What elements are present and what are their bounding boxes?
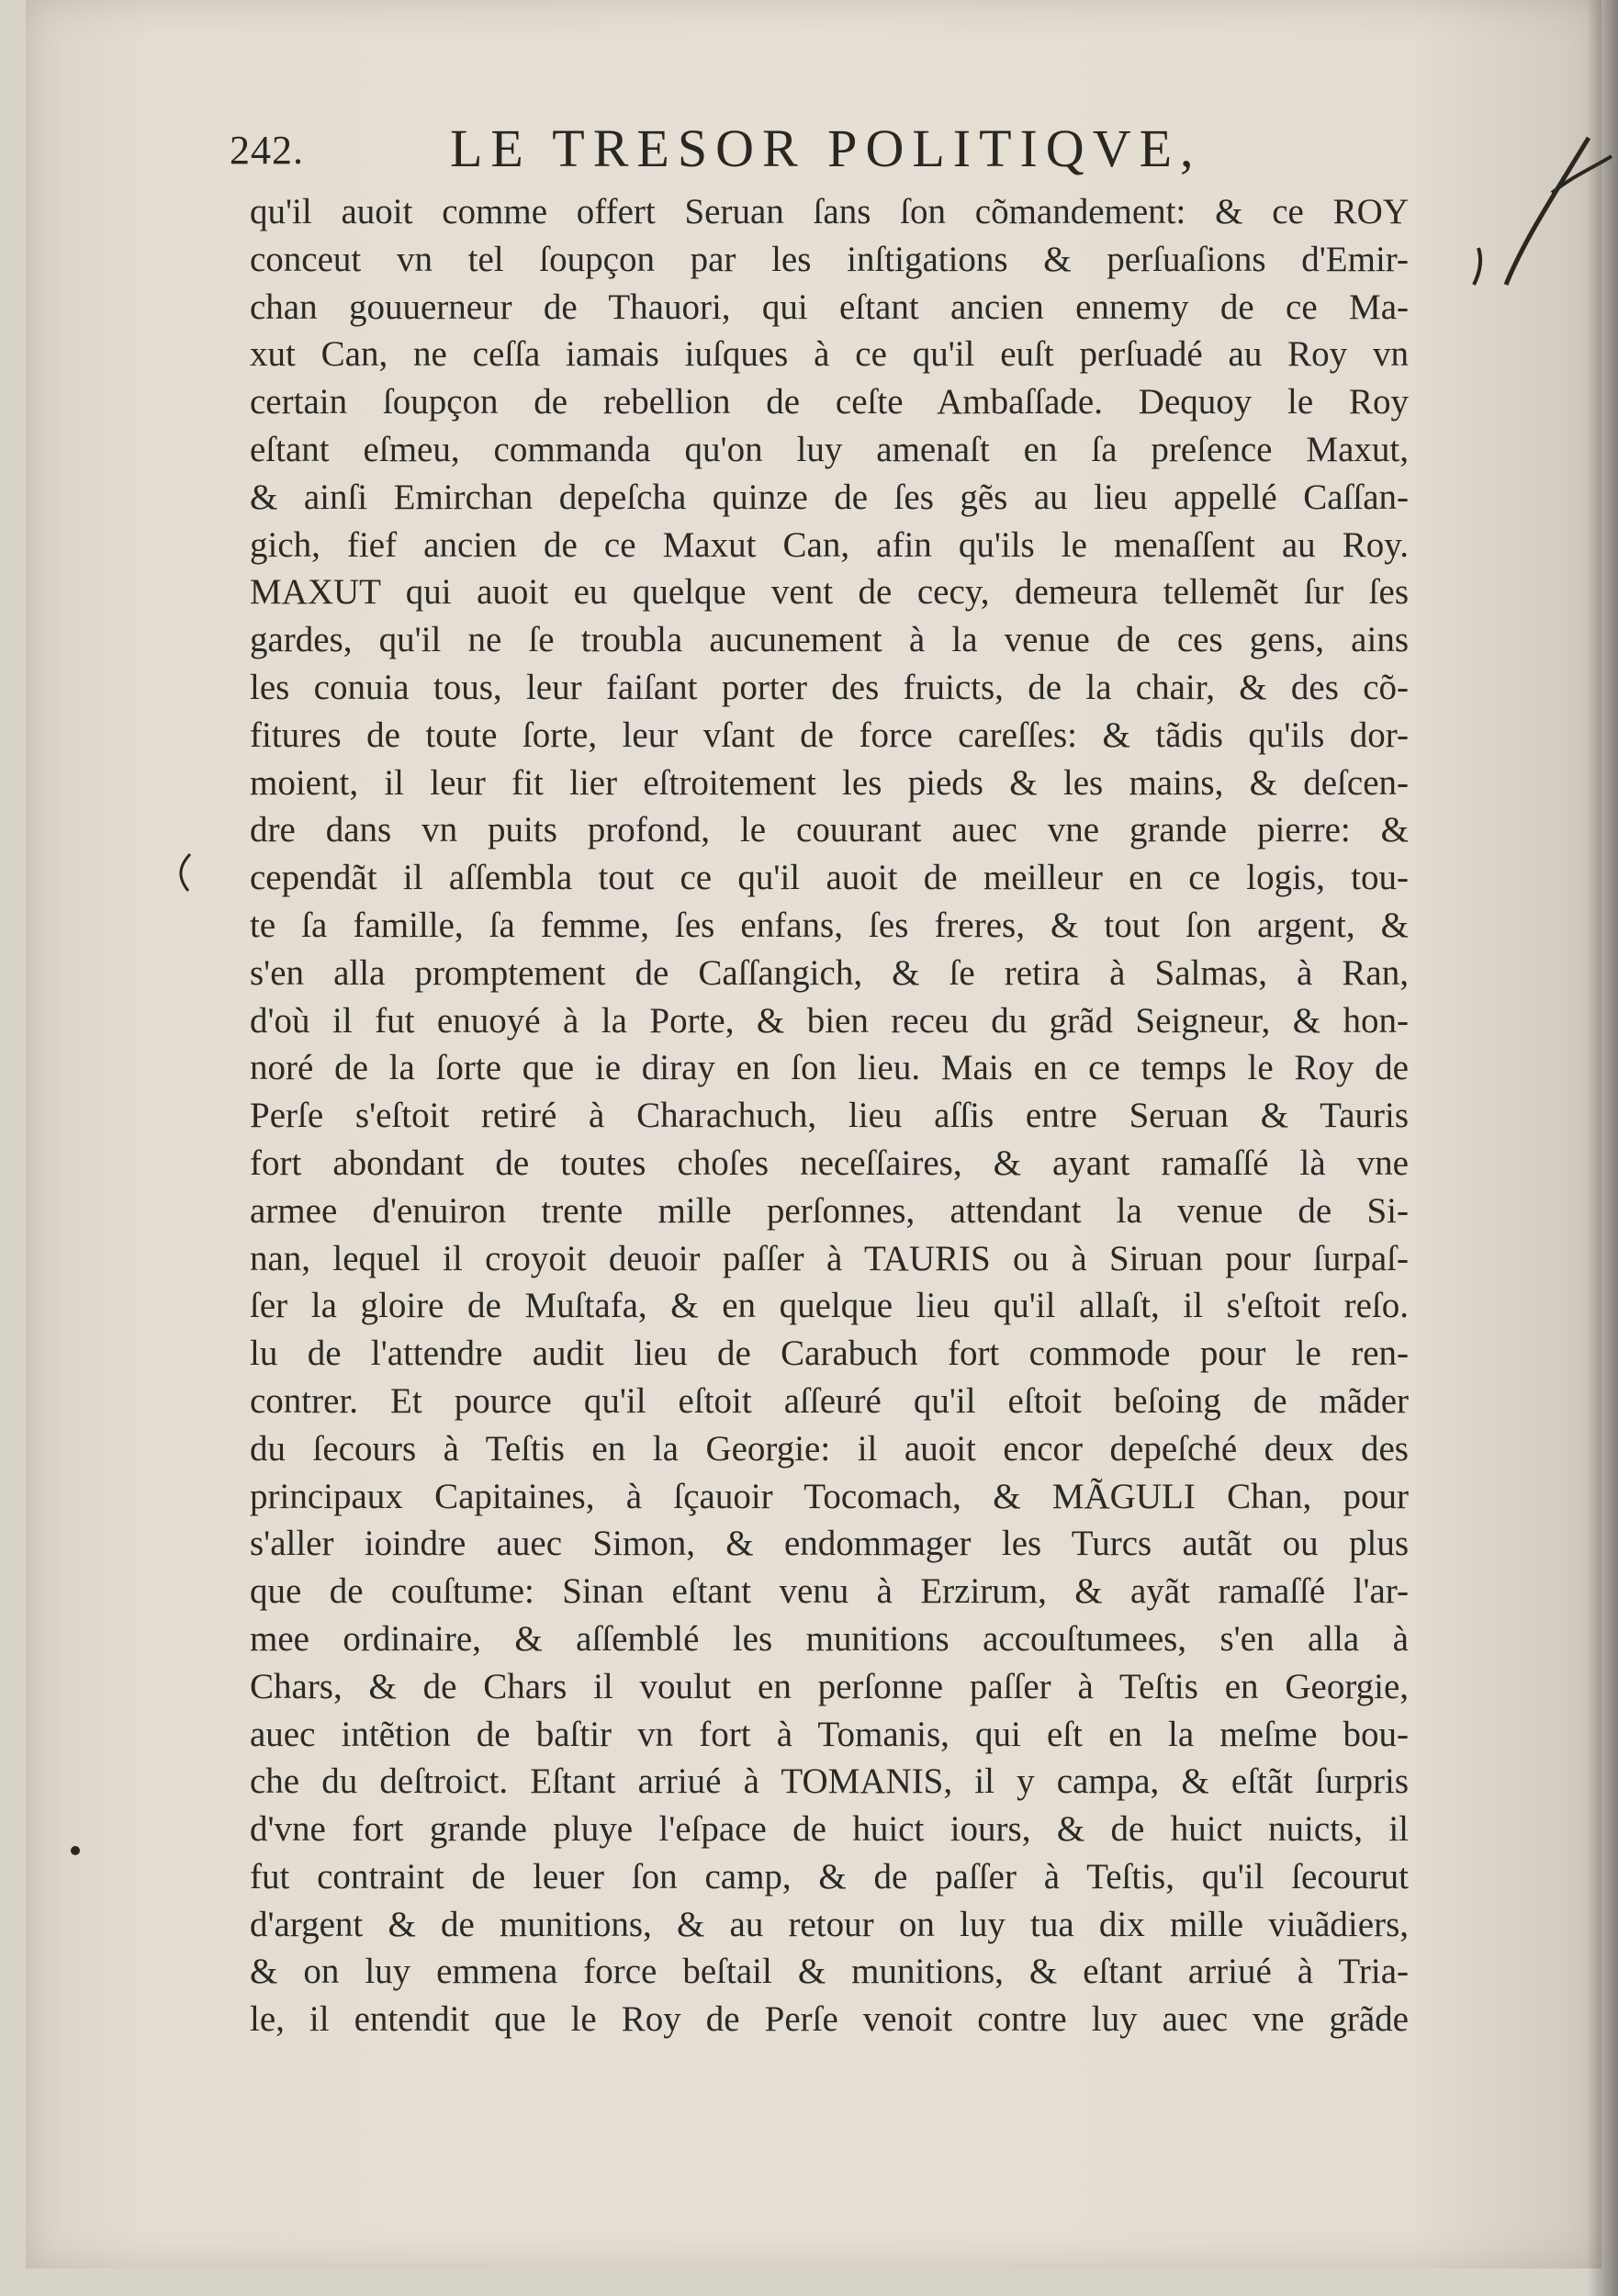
text-line: lu de l'attendre audit lieu de Carabuch fort commode pour le ren- [250,1334,1409,1374]
text-line: d'où il fut enuoyé à la Porte, & bien receu du grãd Seigneur, & hon- [250,1000,1409,1041]
text-line: les conuia tous, leur faiſant porter des fruicts, de la chair, & des cõ- [250,667,1409,707]
text-line: MAXUT qui auoit eu quelque vent de cecy, demeura tellemẽt ſur ſes [250,572,1409,613]
text-line: fut contraint de leuer ſon camp, & de paſſer à Teſtis, qu'il ſecourut [250,1856,1409,1896]
text-line: chan gouuerneur de Thauori, qui eſtant ancien ennemy de ce Ma- [250,287,1409,327]
text-line: noré de la ſorte que ie diray en ſon lieu. Mais en ce temps le Roy de [250,1048,1409,1088]
text-line: moient, il leur fit lier eſtroitement les pieds & les mains, & deſcen- [250,762,1409,803]
text-line: qu'il auoit comme offert Seruan ſans ſon cõmandement: & ce ROY [250,192,1409,231]
text-line: s'aller ioindre auec Simon, & endommager les Turcs autãt ou plus [250,1524,1409,1564]
text-line: d'argent & de munitions, & au retour on luy tua dix mille viuãdiers, [250,1904,1409,1944]
text-line: & ainſi Emirchan depeſcha quinze de ſes gẽs au lieu appellé Caſſan- [250,477,1409,517]
page-header [230,118,1377,182]
running-title: LE TRESOR POLITIQVE, [450,118,1202,178]
text-line: cependãt il aſſembla tout ce qu'il auoit de meilleur en ce logis, tou- [250,858,1409,898]
text-line: Perſe s'eſtoit retiré à Charachuch, lieu aſſis entre Seruan & Tauris [250,1096,1409,1136]
text-line: & on luy emmena force beſtail & munitions, & eſtant arriué à Tria- [250,1952,1409,1992]
page-number: 242. [230,128,304,173]
text-line: d'vne fort grande pluye l'eſpace de huict iours, & de huict nuicts, il [250,1809,1409,1850]
margin-pen-stroke [1451,101,1616,294]
text-line: xut Can, ne ceſſa iamais iuſques à ce qu'il euſt perſuadé au Roy vn [250,334,1409,375]
text-line: che du deſtroict. Eſtant arriué à TOMANIS, il y campa, & eſtãt ſurpris [250,1761,1409,1802]
page-edge-shadow [1587,0,1618,2296]
text-line: auec intẽtion de baſtir vn fort à Tomanis, qui eſt en la meſme bou- [250,1714,1409,1754]
margin-ink-mark [170,850,197,895]
body-text [250,188,1409,2043]
text-line: te ſa famille, ſa femme, ſes enfans, ſes freres, & tout ſon argent, & [250,905,1409,945]
margin-dot-mark [66,1841,84,1860]
text-line: le, il entendit que le Roy de Perſe venoit contre luy auec vne grãde [250,1999,1409,2040]
text-line: eſtant eſmeu, commanda qu'on luy amenaſt en ſa preſence Maxut, [250,429,1409,469]
text-line: Chars, & de Chars il voulut en perſonne paſſer à Teſtis en Georgie, [250,1666,1409,1706]
text-line: fitures de toute ſorte, leur vſant de force careſſes: & tãdis qu'ils dor- [250,715,1409,755]
text-line: que de couſtume: Sinan eſtant venu à Erzirum, & ayãt ramaſſé l'ar- [250,1571,1409,1612]
text-line: conceut vn tel ſoupçon par les inſtigations & perſuaſions d'Emir- [250,239,1409,279]
text-line: fort abondant de toutes choſes neceſſaires, & ayant ramaſſé là vne [250,1142,1409,1183]
text-line: gardes, qu'il ne ſe troubla aucunement à la venue de ces gens, ains [250,620,1409,660]
text-line: dre dans vn puits profond, le couurant auec vne grande pierre: & [250,810,1409,850]
text-line: armee d'enuiron trente mille perſonnes, attendant la venue de Si- [250,1190,1409,1231]
text-line: contrer. Et pource qu'il eſtoit aſſeuré qu'il eſtoit beſoing de mãder [250,1380,1409,1421]
text-line: mee ordinaire, & aſſemblé les munitions accouſtumees, s'en alla à [250,1618,1409,1659]
text-line: s'en alla promptement de Caſſangich, & ſe retira à Salmas, à Ran, [250,952,1409,993]
text-line: gich, fief ancien de ce Maxut Can, afin qu'ils le menaſſent au Roy. [250,524,1409,565]
text-line: certain ſoupçon de rebellion de ceſte Ambaſſade. Dequoy le Roy [250,382,1409,422]
text-line: principaux Capitaines, à ſçauoir Tocomach, & MÃGULI Chan, pour [250,1476,1409,1516]
text-line: ſer la gloire de Muſtafa, & en quelque lieu qu'il allaſt, il s'eſtoit reſo. [250,1286,1409,1326]
text-line: nan, lequel il croyoit deuoir paſſer à TAURIS ou à Siruan pour ſurpaſ- [250,1238,1409,1278]
text-line: du ſecours à Teſtis en la Georgie: il auoit encor depeſché deux des [250,1428,1409,1469]
